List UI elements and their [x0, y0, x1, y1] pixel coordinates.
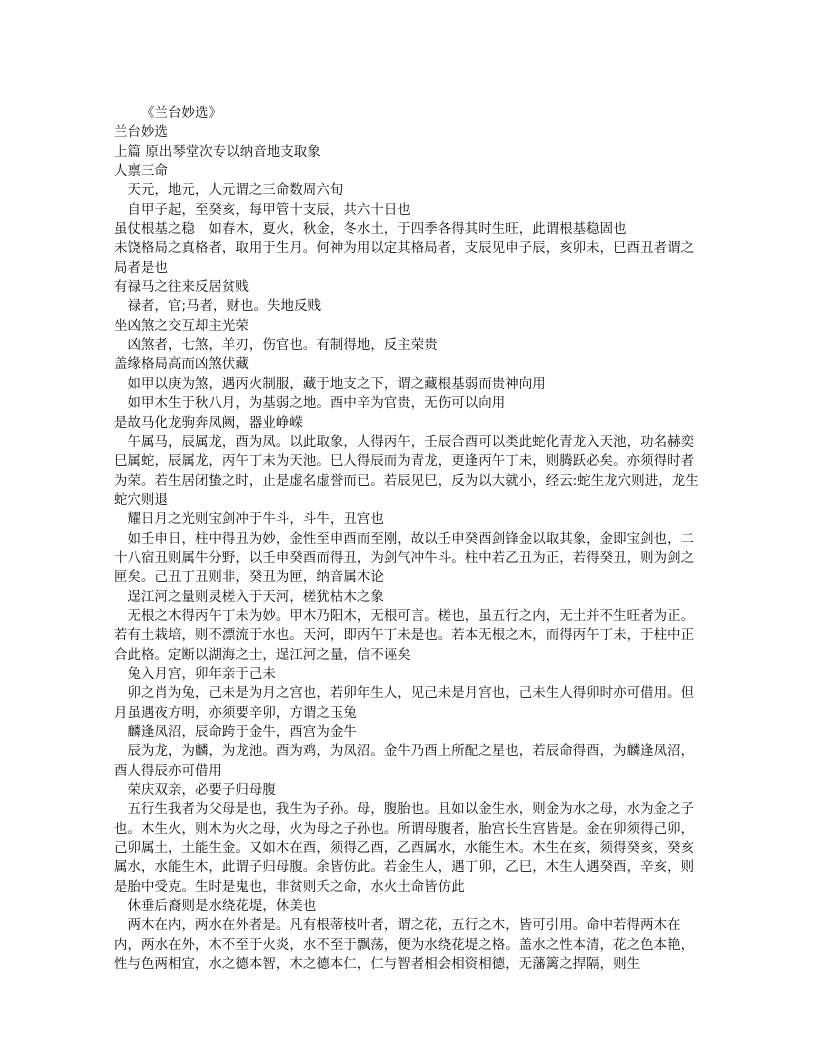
document-line: 人禀三命 — [114, 164, 168, 180]
document-line: 如甲以庚为煞，遇丙火制服，藏于地支之下，谓之藏根基弱而贵神向用 — [127, 376, 546, 392]
document-line: 午属马，辰属龙，酉为凤。以此取象，人得丙午，壬辰合酉可以类此蛇化青龙入天池，功名赫奕 — [127, 434, 695, 450]
document-line: 卯之肖为兔，己未是为月之宫也，若卯年生人，见己未是月宫也，己未生人得卯时亦可借用。但月虽遇夜方明，亦须要辛卯，方谓之玉兔 — [114, 686, 695, 721]
document-line: 如壬申日，柱中得丑为妙，金性至申酉而至刚，故以壬申癸酉剑锋金以取其象，金即宝剑也，二十八宿丑则属牛分野，以壬申癸酉而得丑，为剑气冲牛斗。柱中若乙丑为正，若得癸丑，则为剑之匣矣。己丑丁丑则非，癸丑为匣，纳音属木论 — [114, 531, 695, 586]
document-line: 麟逢凤沼，辰命跨于金牛，酉宫为金牛 — [127, 725, 357, 740]
document-line: 逞江河之量则灵槎入于天河，槎犹枯木之象 — [127, 589, 384, 605]
document-text-body — [114, 104, 704, 974]
document-line: 五行生我者为父母是也，我生为子孙。母，腹胎也。且如以金生水，则金为水之母，水为金之子也。木生火，则木为火之母，火为母之子孙也。所谓母腹者，胎宫长生宫皆是。金在卯须得己卯，己卯属土，土能生金。又如木在酉，须得乙酉，乙酉属水，水能生木。木生在亥，须得癸亥，癸亥属水，水能生木，此谓子归母腹。余皆仿此。若金生人，遇丁卯，乙巳，木生人遇癸酉，辛亥，则是胎中受克。生时是鬼也，非贫则夭之命，水火土命皆仿此 — [114, 802, 695, 895]
document-line: 禄者，官;马者，财也。失地反贱 — [127, 299, 321, 315]
document-line: 耀日月之光则宝剑冲于牛斗，斗牛，丑宫也 — [127, 512, 384, 528]
document-line: 未饶格局之真格者，取用于生月。何神为用以定其格局者，支辰见申子辰，亥卯未，巳酉丑者谓之局者是也 — [114, 241, 695, 276]
document-line: 休垂后裔则是水绕花堤，休美也 — [127, 899, 317, 915]
document-line: 荣庆双亲，必要子归母腹 — [127, 783, 276, 799]
document-line: 自甲子起，至癸亥，每甲管十支辰，共六十日也 — [127, 202, 411, 218]
document-line: 凶煞者，七煞，羊刃，伤官也。有制得地，反主荣贵 — [127, 338, 438, 354]
document-line: 如甲木生于秋八月，为基弱之地。酉中辛为官贵，无伤可以向用 — [127, 396, 506, 412]
document-line: 盖缘格局高而凶煞伏藏 — [114, 357, 249, 373]
document-line: 兔入月宫，卯年亲于己未 — [127, 666, 276, 682]
document-line: 兰台妙选 — [114, 125, 168, 141]
document-line: 坐凶煞之交互却主光荣 — [114, 318, 249, 334]
document-line: 是故马化龙驹奔凤阙，器业峥嵘 — [114, 415, 303, 431]
document-line: 《兰台妙选》 — [141, 106, 222, 121]
document-line: 辰为龙，为麟，为龙池。酉为鸡，为凤沼。金牛乃酉上所配之星也，若辰命得酉，为麟逢凤沼，酉人得辰亦可借用 — [114, 744, 695, 779]
document-line: 虽仗根基之稳 如春木，夏火，秋金，冬水土，于四季各得其时生旺，此谓根基稳固也 — [114, 222, 627, 238]
document-line: 两木在内，两水在外者是。凡有根蒂枝叶者，谓之花，五行之木，皆可引用。命中若得两木在内，两水在外，木不至于火炎，水不至于飘荡，便为水绕花堤之格。盖水之性本清，花之色本艳，性与色两相宜，水之德本智，木之德本仁，仁与智者相会相资相德，无藩篱之捍隔，则生 — [114, 918, 695, 973]
document-line: 无根之木得丙午丁未为妙。甲木乃阳木，无根可言。槎也，虽五行之内，无土并不生旺者为正。若有土栽培，则不漂流于水也。天河，即丙午丁未是也。若本无根之木，而得丙午丁未，于柱中正合此格。定断以湖海之士，逞江河之量，信不诬矣 — [114, 608, 695, 663]
document-line: 有禄马之往来反居贫贱 — [114, 280, 249, 296]
document-line: 巳属蛇，辰属龙，丙午丁未为天池。巳人得辰而为青龙，更逢丙午丁未，则腾跃必矣。亦须得时者为荣。若生居闭蛰之时，止是虚名虚誉而已。若辰见巳，反为以大就小，经云:蛇生龙穴则进，龙生蛇穴则退 — [114, 454, 699, 508]
document-line: 天元，地元，人元谓之三命数周六旬 — [127, 183, 344, 199]
document-line: 上篇 原出琴堂次专以纳音地支取象 — [114, 144, 321, 160]
